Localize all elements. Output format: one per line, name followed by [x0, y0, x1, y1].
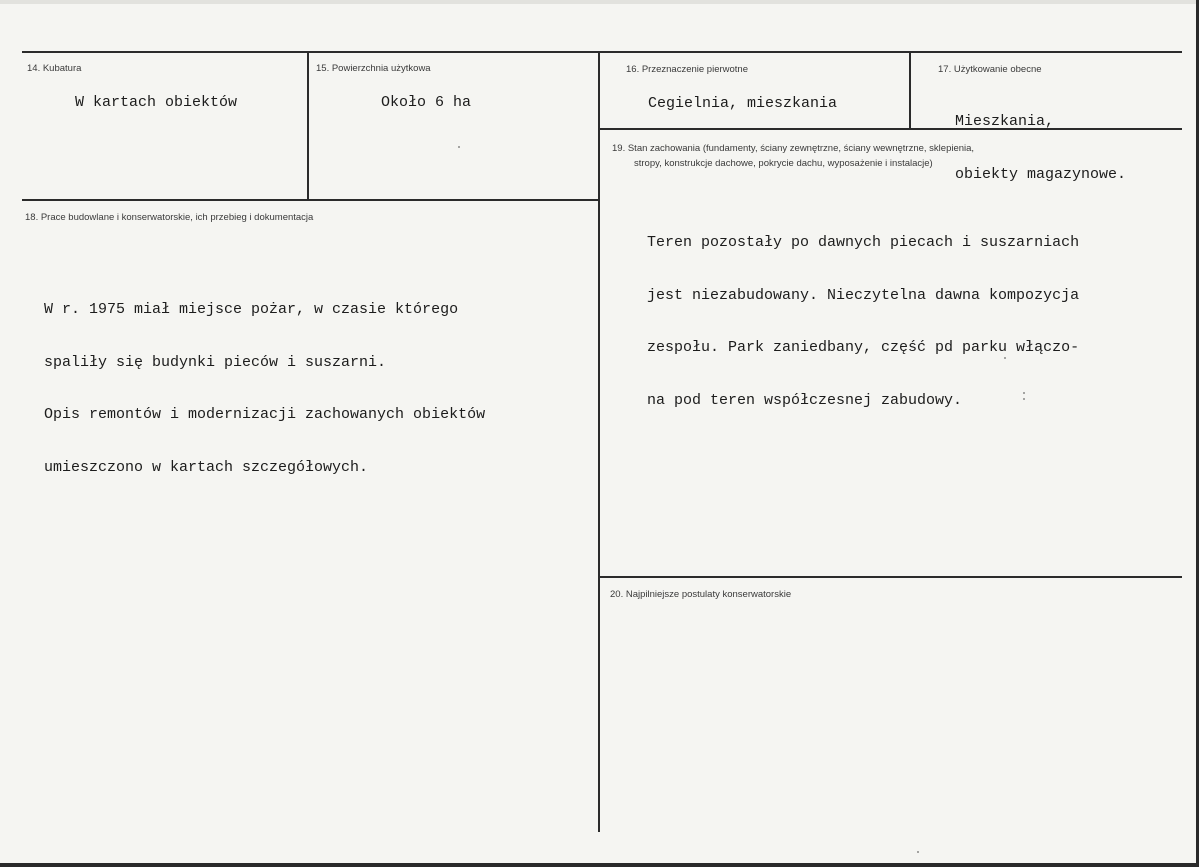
divider-14-15	[307, 51, 309, 200]
field-19-line: Teren pozostały po dawnych piecach i suszarniach	[647, 234, 1080, 251]
field-17-value	[955, 78, 1126, 218]
field-15-label: 15. Powierzchnia użytkowa	[316, 63, 431, 74]
field-19-label-line: stropy, konstrukcje dachowe, pokrycie dachu, wyposażenie i instalacje)	[634, 158, 933, 169]
field-17-label: 17. Użytkowanie obecne	[938, 64, 1042, 75]
field-17-line: obiekty magazynowe.	[955, 165, 1127, 183]
field-19-label	[612, 141, 974, 171]
paper-speck	[917, 851, 919, 853]
field-19-value	[647, 199, 1079, 444]
paper-speck	[458, 146, 460, 148]
field-19-line: na pod teren współczesnej zabudowy.	[647, 391, 963, 409]
field-20-label: 20. Najpilniejsze postulaty konserwatorskie	[610, 589, 792, 600]
field-19-label-line: 19. Stan zachowania (fundamenty, ściany zewnętrzne, ściany wewnętrzne, sklepienia,	[612, 143, 975, 154]
field-18-line: Opis remontów i modernizacji zachowanych obiektów	[44, 406, 486, 423]
field-18-line: W r. 1975 miał miejsce pożar, w czasie którego	[44, 301, 459, 318]
field-18-line: umieszczono w kartach szczegółowych.	[44, 458, 369, 476]
paper-speck	[1023, 398, 1025, 400]
bottom-edge	[0, 863, 1199, 867]
field-16-label: 16. Przeznaczenie pierwotne	[626, 64, 748, 75]
field-19-line: jest niezabudowany. Nieczytelna dawna kompozycja	[647, 286, 1080, 304]
field-14-label: 14. Kubatura	[27, 63, 82, 74]
paper-speck	[1023, 392, 1025, 394]
field-14-value: W kartach obiektów	[75, 94, 238, 111]
field-18-label: 18. Prace budowlane i konserwatorskie, ich przebieg i dokumentacja	[25, 212, 314, 223]
field-18-line: spaliły się budynki pieców i suszarni.	[44, 353, 387, 371]
divider-center	[598, 51, 600, 832]
field-19-line: zespołu. Park zaniedbany, część pd parku włączo-	[647, 339, 1080, 356]
field-18-value	[44, 266, 485, 511]
divider-16-17	[909, 51, 911, 129]
rule-below-14-15	[22, 199, 598, 201]
paper-speck	[1004, 357, 1006, 359]
field-17-line: Mieszkania,	[955, 113, 1055, 130]
rule-above-20	[599, 576, 1182, 578]
rule-top	[22, 51, 1182, 53]
top-edge-strip	[0, 0, 1199, 4]
field-16-value: Cegielnia, mieszkania	[648, 95, 838, 112]
field-15-value: Około 6 ha	[381, 94, 472, 111]
